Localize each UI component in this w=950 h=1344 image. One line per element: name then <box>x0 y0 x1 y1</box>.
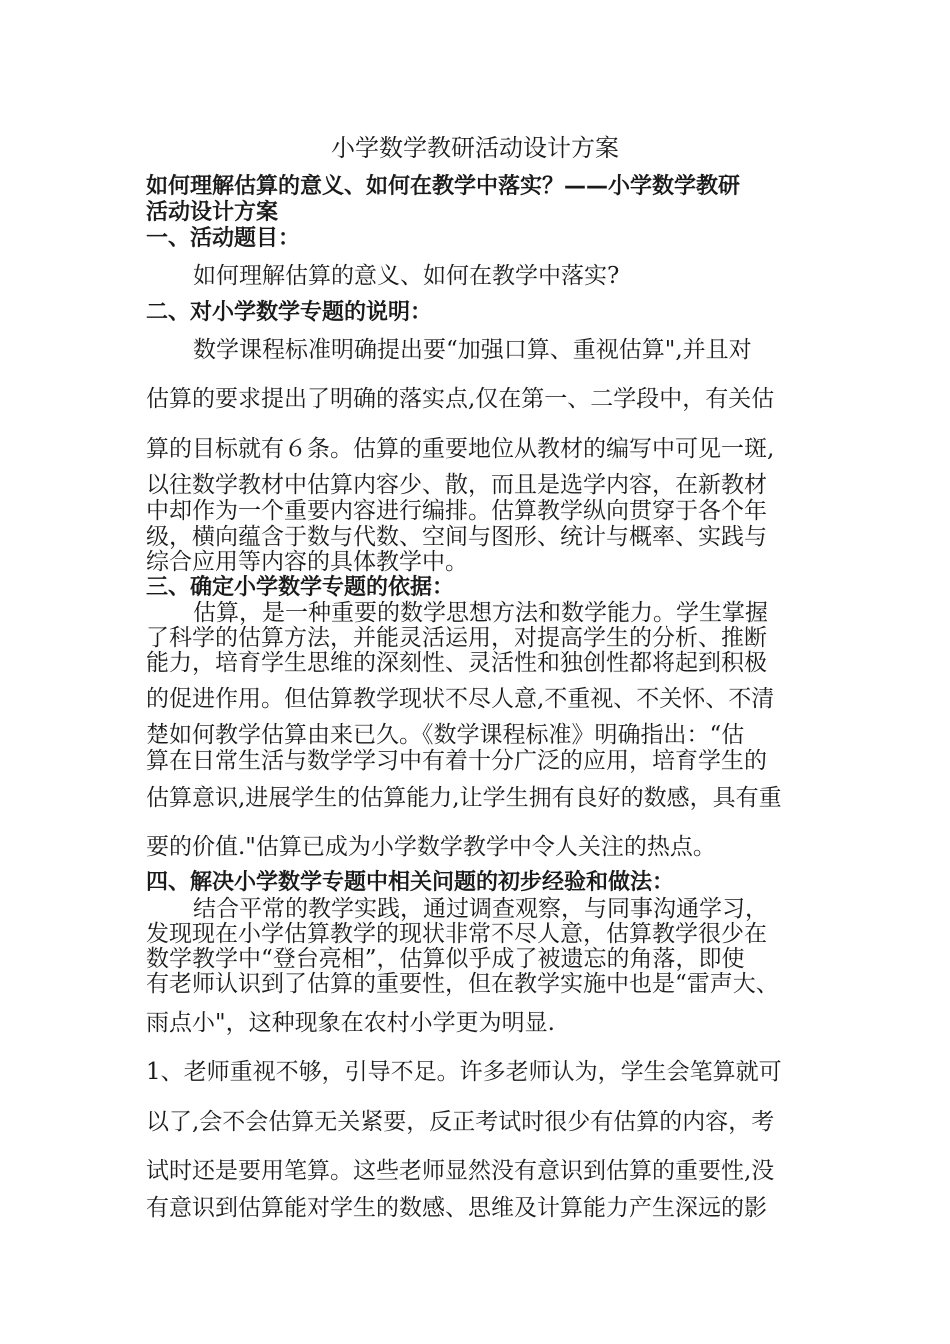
section-1-heading: 一、活动题目： <box>146 226 301 251</box>
section-2-line: 级，横向蕴含于数与代数、空间与图形、统计与概率、实践与 <box>146 524 767 550</box>
section-2-line: 综合应用等内容的具体教学中。 <box>146 549 468 575</box>
point-1-line: 1、老师重视不够，引导不足。许多老师认为，学生会笔算就可 <box>146 1059 782 1085</box>
section-4-line: 有老师认识到了估算的重要性，但在教学实施中也是“雷声大、 <box>146 971 779 997</box>
section-3-line: 估算意识,进展学生的估算能力,让学生拥有良好的数感，具有重 <box>146 785 782 811</box>
section-4-line: 数学教学中“登台亮相”，估算似乎成了被遗忘的角落，即使 <box>146 946 745 972</box>
section-3-line: 能力，培育学生思维的深刻性、灵活性和独创性都将起到积极 <box>146 650 767 676</box>
section-3-heading: 三、确定小学数学专题的依据： <box>146 575 455 600</box>
section-3-line: 楚如何教学估算由来已久。《数学课程标准》明确指出：“估 <box>146 722 745 748</box>
section-3-line: 要的价值."估算已成为小学数学教学中令人关注的热点。 <box>146 834 716 860</box>
section-2-heading: 二、对小学数学专题的说明： <box>146 300 433 325</box>
section-3-line: 算在日常生活与数学学习中有着十分广泛的应用，培育学生的 <box>146 748 767 774</box>
section-1-text: 如何理解估算的意义、如何在教学中落实? <box>193 263 620 289</box>
section-2-line: 估算的要求提出了明确的落实点,仅在第一、二学段中，有关估 <box>146 386 775 412</box>
section-4-heading: 四、解决小学数学专题中相关问题的初步经验和做法： <box>146 870 675 895</box>
point-1-line: 有意识到估算能对学生的数感、思维及计算能力产生深远的影 <box>146 1195 767 1221</box>
section-2-line: 数学课程标准明确提出要“加强口算、重视估算",并且对 <box>193 337 752 363</box>
section-3-line: 的促进作用。但估算教学现状不尽人意,不重视、不关怀、不清 <box>146 686 775 712</box>
section-3-line: 了科学的估算方法，并能灵活运用，对提高学生的分析、推断 <box>146 625 767 651</box>
section-3-line: 估算，是一种重要的数学思想方法和数学能力。学生掌握 <box>193 600 768 626</box>
section-2-line: 中却作为一个重要内容进行编排。估算教学纵向贯穿于各个年 <box>146 498 767 524</box>
section-2-line: 以往数学教材中估算内容少、散，而且是选学内容，在新教材 <box>146 472 767 498</box>
document-title: 小学数学教研活动设计方案 <box>331 134 619 162</box>
section-4-line: 发现现在小学估算教学的现状非常不尽人意，估算教学很少在 <box>146 921 767 947</box>
document-subtitle-line-2: 活动设计方案 <box>146 200 279 225</box>
section-4-line: 雨点小"，这种现象在农村小学更为明显. <box>146 1010 555 1036</box>
document-subtitle-line-1: 如何理解估算的意义、如何在教学中落实？——小学数学教研 <box>146 174 741 199</box>
section-4-line: 结合平常的教学实践，通过调查观察，与同事沟通学习， <box>193 896 768 922</box>
section-2-line: 算的目标就有６条。估算的重要地位从教材的编写中可见一斑, <box>146 436 775 462</box>
point-1-line: 以了,会不会估算无关紧要，反正考试时很少有估算的内容，考 <box>146 1109 775 1135</box>
point-1-line: 试时还是要用笔算。这些老师显然没有意识到估算的重要性,没 <box>146 1158 775 1184</box>
